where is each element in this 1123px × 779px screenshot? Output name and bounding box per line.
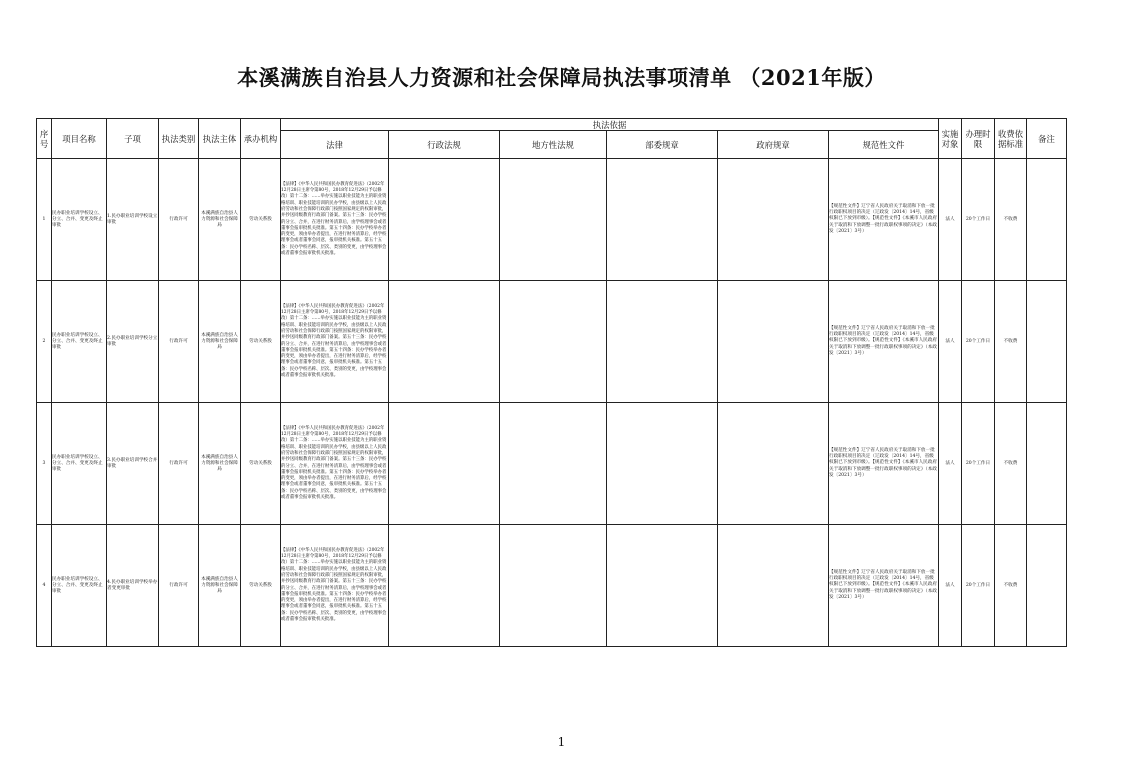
cell-time-limit: 20个工作日: [962, 281, 995, 403]
cell-time-limit: 20个工作日: [962, 525, 995, 647]
cell-seq: 1: [37, 159, 52, 281]
header-item-name: 项目名称: [52, 119, 107, 159]
cell-law: 【法律】《中华人民共和国民办教育促进法》（2002年12月28日主席令第80号，2018年12月29日予以修改）第十二条：……举办实施以职业技能为主的职业资格培训、职业技能培训的民办学校，由县级以上人民政府劳动和社会保障行政部门按照国家规定的权限审批，并抄送同级教育行政部门备案。第五十三条：民办学校的分立、合并，在进行财务清算后，由学校理事会或者董事会报审批机关批准。第五十四条：民办学校举办者的变更，须由举办者提出，在进行财务清算后，经学校理事会或者董事会同意，报审批机关核准。第五十五条：民办学校名称、层次、类别的变更，由学校理事会或者董事会报审批机关批准。: [281, 159, 389, 281]
enforcement-table: [36, 118, 1067, 647]
header-category: 执法类别: [159, 119, 199, 159]
cell-gov-rule: [718, 281, 829, 403]
cell-local-regulation: [500, 281, 607, 403]
cell-local-regulation: [500, 159, 607, 281]
cell-remark: [1027, 159, 1067, 281]
table-row: [37, 159, 1067, 281]
header-local-regulation: 地方性法规: [500, 131, 607, 159]
cell-item-name: 民办职业培训学校设立、分立、合并、变更及终止审批: [52, 281, 107, 403]
cell-admin-regulation: [389, 403, 500, 525]
cell-handling-org: 劳动关系股: [241, 525, 281, 647]
cell-ministry-rule: [607, 281, 718, 403]
cell-fee-basis: 不收费: [995, 525, 1027, 647]
table-row: [37, 281, 1067, 403]
cell-fee-basis: 不收费: [995, 281, 1027, 403]
cell-seq: 2: [37, 281, 52, 403]
header-admin-regulation: 行政法规: [389, 131, 500, 159]
cell-normative-doc: 【规范性文件】辽宁省人民政府关于取消和下放一批行政职权项目的决定（辽政发〔2014〕14号，省级权限已下放到市级）。【规范性文件】《本溪市人民政府关于取消和下放调整一批行政职权事项的决定》（本政发〔2021〕3号）: [829, 281, 939, 403]
cell-category: 行政许可: [159, 281, 199, 403]
cell-handling-org: 劳动关系股: [241, 159, 281, 281]
header-time-limit: 办理时限: [962, 119, 995, 159]
cell-admin-regulation: [389, 281, 500, 403]
cell-target: 法人: [939, 403, 962, 525]
cell-sub-item: 4.民办职业培训学校举办者变更审批: [107, 525, 159, 647]
cell-handling-org: 劳动关系股: [241, 403, 281, 525]
cell-item-name: 民办职业培训学校设立、分立、合并、变更及终止审批: [52, 159, 107, 281]
cell-target: 法人: [939, 159, 962, 281]
cell-seq: 3: [37, 403, 52, 525]
cell-category: 行政许可: [159, 525, 199, 647]
cell-admin-regulation: [389, 525, 500, 647]
header-handling-org: 承办机构: [241, 119, 281, 159]
header-seq: 序号: [37, 119, 52, 159]
table-row: [37, 525, 1067, 647]
cell-normative-doc: 【规范性文件】辽宁省人民政府关于取消和下放一批行政职权项目的决定（辽政发〔2014〕14号，省级权限已下放到市级）。【规范性文件】《本溪市人民政府关于取消和下放调整一批行政职权事项的决定》（本政发〔2021〕3号）: [829, 525, 939, 647]
header-sub-item: 子项: [107, 119, 159, 159]
cell-law: 【法律】《中华人民共和国民办教育促进法》（2002年12月28日主席令第80号，2018年12月29日予以修改）第十二条：……举办实施以职业技能为主的职业资格培训、职业技能培训的民办学校，由县级以上人民政府劳动和社会保障行政部门按照国家规定的权限审批，并抄送同级教育行政部门备案。第五十三条：民办学校的分立、合并，在进行财务清算后，由学校理事会或者董事会报审批机关批准。第五十四条：民办学校举办者的变更，须由举办者提出，在进行财务清算后，经学校理事会或者董事会同意，报审批机关核准。第五十五条：民办学校名称、层次、类别的变更，由学校理事会或者董事会报审批机关批准。: [281, 403, 389, 525]
cell-sub-item: 1.民办职业培训学校设立审批: [107, 159, 159, 281]
header-remark: 备注: [1027, 119, 1067, 159]
cell-subject: 本溪满族自治县人力资源和社会保障局: [199, 281, 241, 403]
cell-handling-org: 劳动关系股: [241, 281, 281, 403]
cell-seq: 4: [37, 525, 52, 647]
header-gov-rule: 政府规章: [718, 131, 829, 159]
cell-category: 行政许可: [159, 159, 199, 281]
header-target: 实施对象: [939, 119, 962, 159]
header-basis-group: 执法依据: [281, 119, 939, 131]
cell-local-regulation: [500, 525, 607, 647]
cell-subject: 本溪满族自治县人力资源和社会保障局: [199, 525, 241, 647]
cell-fee-basis: 不收费: [995, 403, 1027, 525]
cell-remark: [1027, 403, 1067, 525]
cell-target: 法人: [939, 281, 962, 403]
cell-sub-item: 3.民办职业培训学校合并审批: [107, 403, 159, 525]
cell-law: 【法律】《中华人民共和国民办教育促进法》（2002年12月28日主席令第80号，2018年12月29日予以修改）第十二条：……举办实施以职业技能为主的职业资格培训、职业技能培训的民办学校，由县级以上人民政府劳动和社会保障行政部门按照国家规定的权限审批，并抄送同级教育行政部门备案。第五十三条：民办学校的分立、合并，在进行财务清算后，由学校理事会或者董事会报审批机关批准。第五十四条：民办学校举办者的变更，须由举办者提出，在进行财务清算后，经学校理事会或者董事会同意，报审批机关核准。第五十五条：民办学校名称、层次、类别的变更，由学校理事会或者董事会报审批机关批准。: [281, 525, 389, 647]
cell-category: 行政许可: [159, 403, 199, 525]
cell-subject: 本溪满族自治县人力资源和社会保障局: [199, 403, 241, 525]
cell-item-name: 民办职业培训学校设立、分立、合并、变更及终止审批: [52, 403, 107, 525]
cell-ministry-rule: [607, 159, 718, 281]
cell-normative-doc: 【规范性文件】辽宁省人民政府关于取消和下放一批行政职权项目的决定（辽政发〔2014〕14号，省级权限已下放到市级）。【规范性文件】《本溪市人民政府关于取消和下放调整一批行政职权事项的决定》（本政发〔2021〕3号）: [829, 159, 939, 281]
header-ministry-rule: 部委规章: [607, 131, 718, 159]
header-normative-doc: 规范性文件: [829, 131, 939, 159]
cell-remark: [1027, 525, 1067, 647]
cell-law: 【法律】《中华人民共和国民办教育促进法》（2002年12月28日主席令第80号，2018年12月29日予以修改）第十二条：……举办实施以职业技能为主的职业资格培训、职业技能培训的民办学校，由县级以上人民政府劳动和社会保障行政部门按照国家规定的权限审批，并抄送同级教育行政部门备案。第五十三条：民办学校的分立、合并，在进行财务清算后，由学校理事会或者董事会报审批机关批准。第五十四条：民办学校举办者的变更，须由举办者提出，在进行财务清算后，经学校理事会或者董事会同意，报审批机关核准。第五十五条：民办学校名称、层次、类别的变更，由学校理事会或者董事会报审批机关批准。: [281, 281, 389, 403]
cell-item-name: 民办职业培训学校设立、分立、合并、变更及终止审批: [52, 525, 107, 647]
cell-target: 法人: [939, 525, 962, 647]
page-number: 1: [557, 735, 566, 749]
table-row: [37, 403, 1067, 525]
cell-ministry-rule: [607, 525, 718, 647]
header-subject: 执法主体: [199, 119, 241, 159]
cell-normative-doc: 【规范性文件】辽宁省人民政府关于取消和下放一批行政职权项目的决定（辽政发〔2014〕14号，省级权限已下放到市级）。【规范性文件】《本溪市人民政府关于取消和下放调整一批行政职权事项的决定》（本政发〔2021〕3号）: [829, 403, 939, 525]
cell-gov-rule: [718, 525, 829, 647]
cell-time-limit: 20个工作日: [962, 159, 995, 281]
cell-gov-rule: [718, 403, 829, 525]
cell-fee-basis: 不收费: [995, 159, 1027, 281]
cell-time-limit: 20个工作日: [962, 403, 995, 525]
page-title: 本溪满族自治县人力资源和社会保障局执法事项清单 （2021年版）: [237, 65, 886, 90]
cell-local-regulation: [500, 403, 607, 525]
cell-sub-item: 2.民办职业培训学校分立审批: [107, 281, 159, 403]
cell-remark: [1027, 281, 1067, 403]
cell-ministry-rule: [607, 403, 718, 525]
cell-subject: 本溪满族自治县人力资源和社会保障局: [199, 159, 241, 281]
header-fee-basis: 收费依据标准: [995, 119, 1027, 159]
cell-gov-rule: [718, 159, 829, 281]
cell-admin-regulation: [389, 159, 500, 281]
header-law: 法律: [281, 131, 389, 159]
